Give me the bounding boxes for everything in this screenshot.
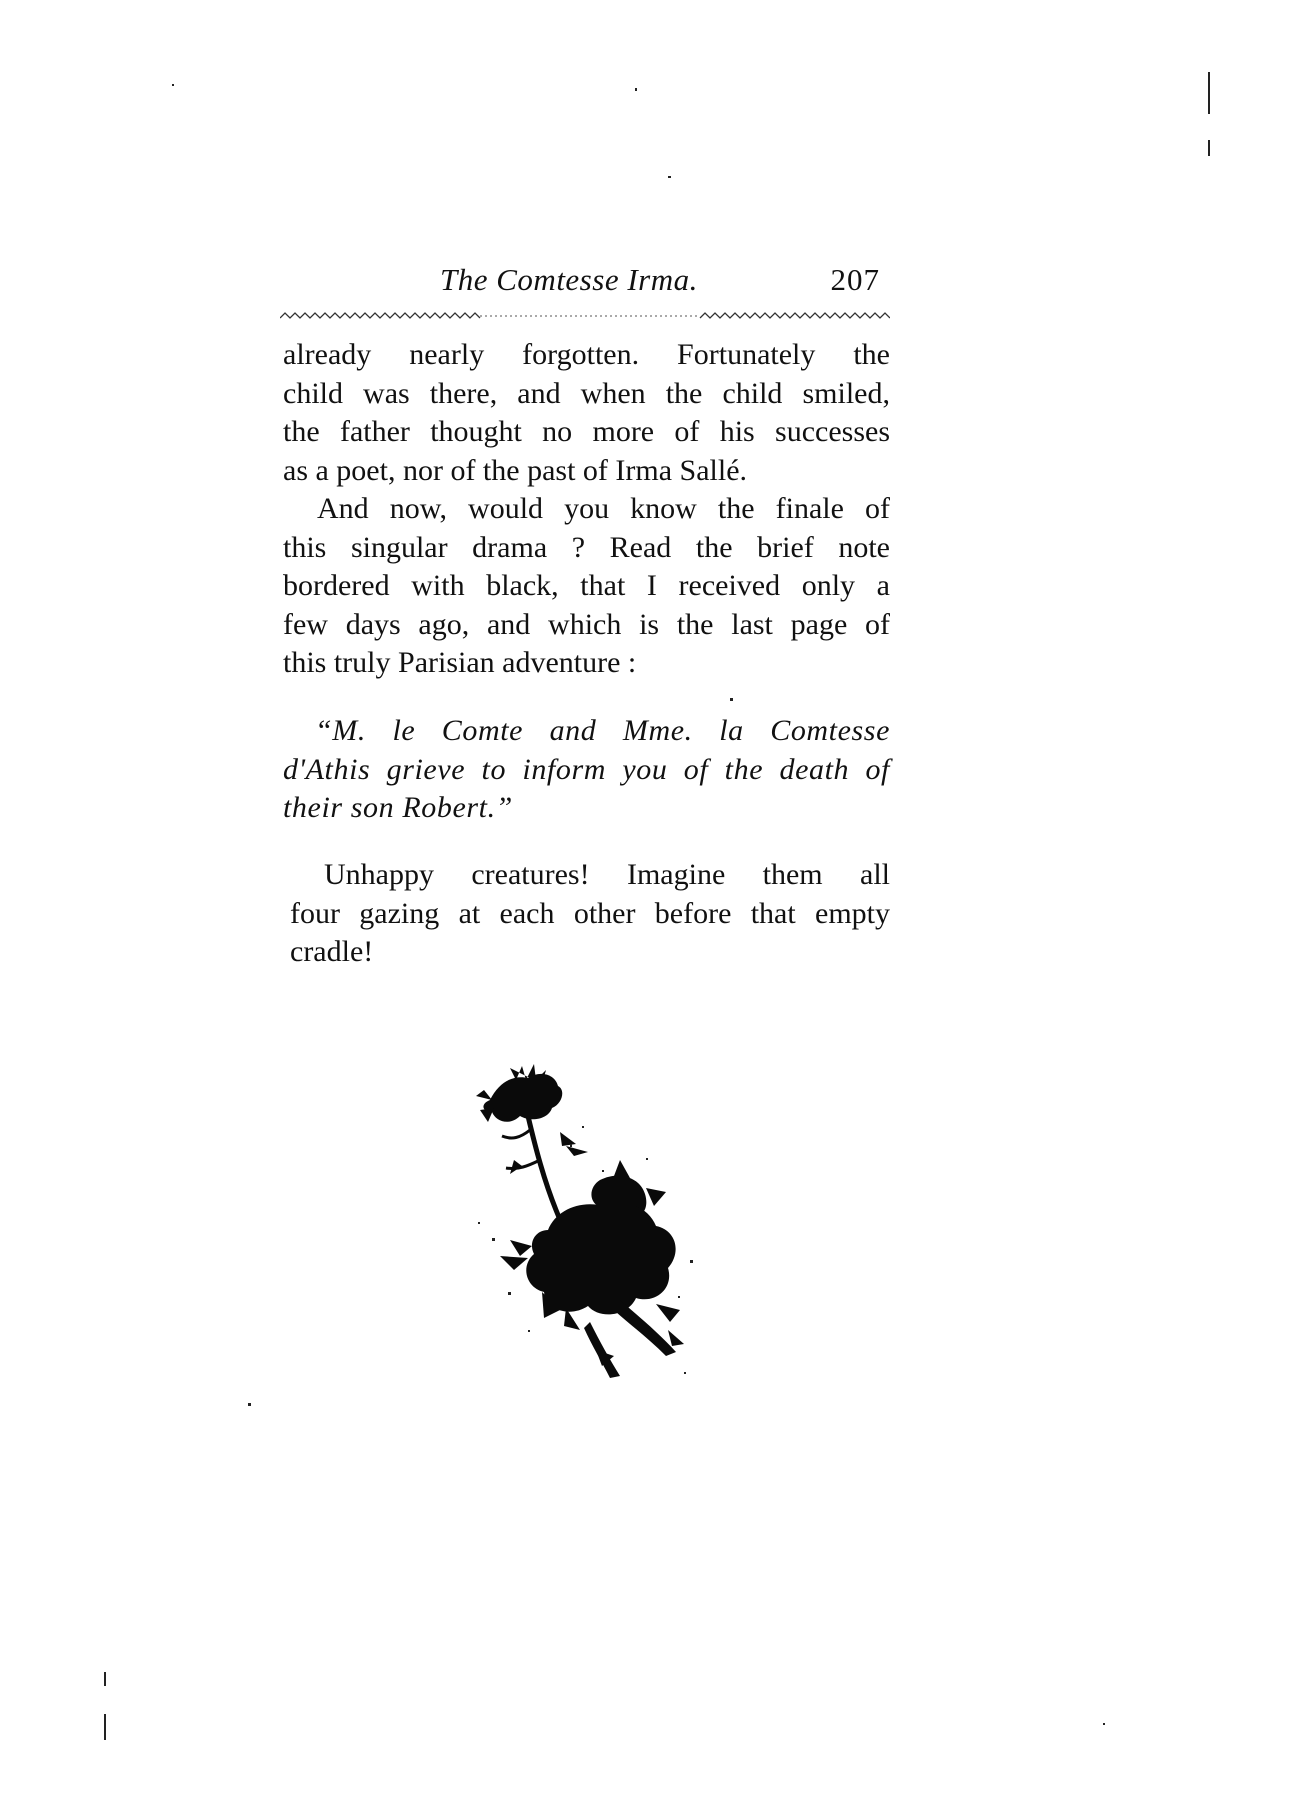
- running-header: [280, 262, 890, 302]
- quoted-note: [283, 712, 890, 828]
- text-line: “M. le Comte and Mme. la Comtesse: [315, 714, 890, 747]
- text-line: few days ago, and which is the last page of: [283, 607, 890, 641]
- running-title: The Comtesse Irma.: [440, 262, 698, 297]
- flower-sprig-icon: [470, 1060, 730, 1400]
- text-line: cradle!: [290, 935, 374, 968]
- text-line: four gazing at each other before that empty: [290, 896, 890, 930]
- scan-speck: [248, 1403, 251, 1406]
- text-line: as a poet, nor of the past of Irma Sallé.: [283, 453, 748, 487]
- scan-edge-mark: [1208, 72, 1210, 114]
- scan-speck: [635, 88, 637, 91]
- scan-speck: [730, 698, 733, 701]
- text-line: d'Athis grieve to inform you of the death of: [283, 752, 890, 786]
- scan-speck: [172, 84, 174, 86]
- text-line: bordered with black, that I received only a: [283, 569, 890, 602]
- scan-speck: [1103, 1723, 1105, 1725]
- text-line: Unhappy creatures! Imagine them all: [324, 858, 890, 891]
- scan-edge-mark: [1208, 140, 1210, 156]
- paragraph: [290, 856, 890, 972]
- ornamental-rule: [280, 310, 890, 320]
- text-line: child was there, and when the child smiled,: [283, 376, 890, 410]
- text-line: And now, would you know the finale of: [317, 492, 890, 525]
- text-line: this truly Parisian adventure :: [283, 646, 637, 679]
- page-number: 207: [830, 262, 880, 297]
- scan-edge-mark: [104, 1672, 106, 1686]
- text-line: this singular drama ? Read the brief note: [283, 530, 890, 564]
- paragraph: [283, 490, 890, 683]
- text-line: the father thought no more of his successes: [283, 415, 890, 448]
- scan-speck: [668, 176, 671, 178]
- scan-edge-mark: [104, 1714, 106, 1740]
- text-line: already nearly forgotten. Fortunately the: [283, 338, 890, 371]
- text-line: their son Robert.”: [283, 791, 513, 824]
- paragraph: [283, 336, 890, 490]
